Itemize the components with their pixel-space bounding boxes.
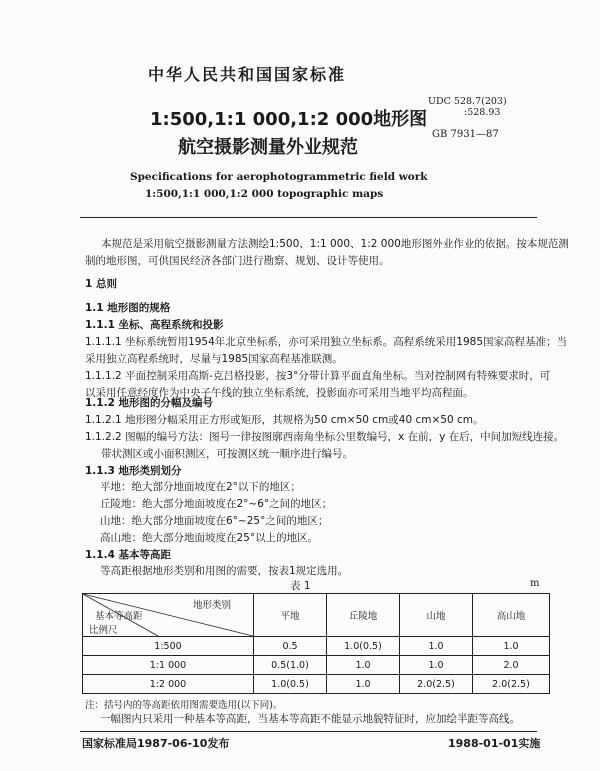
clause-1-1-2-2-line1: 1.1.2.2 图幅的编号方法：图号一律按图廓西南角坐标公里数编号，x 在前，y 在后，中间加短线连接。 xyxy=(85,431,565,443)
table-note: 注：括号内的等高距依用图需要选用(以下同)。 xyxy=(85,700,283,711)
row-value: 2.0(2.5) xyxy=(473,675,550,694)
row-value: 1.0(0.5) xyxy=(254,675,327,694)
table-corner-cell xyxy=(83,594,254,637)
row-value: 1.0 xyxy=(473,637,550,656)
table-row xyxy=(83,656,550,675)
section-1-1-heading: 1.1 地形图的规格 xyxy=(85,302,171,314)
corner-label-interval: 基本等高距 xyxy=(95,611,143,622)
intro-paragraph xyxy=(85,236,569,270)
row-value: 1.0 xyxy=(327,656,400,675)
contour-interval-table xyxy=(82,593,550,694)
row-value: 0.5(1.0) xyxy=(254,656,327,675)
intro-line2: 制的地形图，可供国民经济各部门进行勘察、规划、设计等使用。 xyxy=(85,255,390,267)
section-1-heading: 1 总则 xyxy=(85,278,117,290)
terrain-list xyxy=(100,479,332,547)
clause-1-1-2-2-line2: 带状测区或小面积测区，可按测区统一顺序进行编号。 xyxy=(101,448,353,460)
section-1-1-2-heading: 1.1.2 地形图的分幅及编号 xyxy=(85,397,214,409)
contour-interval-text: 等高距根据地形类别和用图的需要，按表1规定选用。 xyxy=(100,565,349,577)
section-1-1-1-heading: 1.1.1 坐标、高程系统和投影 xyxy=(85,319,224,331)
row-scale: 1:1 000 xyxy=(83,656,254,675)
row-value: 1.0 xyxy=(400,637,473,656)
section-1-1-4-heading: 1.1.4 基本等高距 xyxy=(85,549,172,561)
english-title-line1: Specifications for aerophotogrammetric field work xyxy=(130,171,428,183)
issue-date: 国家标准局1987-06-10发布 xyxy=(82,737,230,750)
header-hilly: 丘陵地 xyxy=(327,594,400,637)
terrain-mountain: 山地：绝大部分地面坡度在6°~25°之间的地区； xyxy=(100,515,329,527)
clause-1-1-1-1-line2: 采用独立高程系统时，尽量与1985国家高程基准联测。 xyxy=(85,353,343,365)
header-flat: 平地 xyxy=(254,594,327,637)
table-row xyxy=(83,675,550,694)
row-value: 2.0(2.5) xyxy=(400,675,473,694)
intro-line1: 本规范是采用航空摄影测量方法测绘1:500、1:1 000、1:2 000地形图外业作业的依据。按本规范测 xyxy=(101,238,569,250)
terrain-hilly: 丘陵地：绝大部分地面坡度在2°~6°之间的地区； xyxy=(100,498,333,510)
footer-rule xyxy=(80,731,537,732)
row-value: 1.0 xyxy=(400,656,473,675)
table-caption: 表 1 xyxy=(290,580,311,592)
row-scale: 1:2 000 xyxy=(83,675,254,694)
terrain-high-mountain: 高山地：绝大部分地面坡度在25°以上的地区。 xyxy=(100,532,319,544)
clause-1-1-1-2-line2: 以采用任意经度作为中央子午线的独立坐标系统，投影面亦可采用当地平均高程面。 xyxy=(85,387,474,399)
row-scale: 1:500 xyxy=(83,637,254,656)
clause-1-1-1-2-line1: 1.1.1.2 平面控制采用高斯-克吕格投影，按3°分带计算平面直角坐标。当对控制网有特殊要求时，可 xyxy=(85,370,551,382)
table-header-row xyxy=(83,594,550,637)
gb-number: GB 7931—87 xyxy=(432,129,499,140)
effective-date: 1988-01-01实施 xyxy=(448,737,541,750)
row-value: 1.0(0.5) xyxy=(327,637,400,656)
udc-block xyxy=(428,96,507,118)
row-value: 2.0 xyxy=(473,656,550,675)
corner-label-terrain: 地形类别 xyxy=(192,600,231,611)
table-row xyxy=(83,637,550,656)
row-value: 0.5 xyxy=(254,637,327,656)
standard-title: 中华人民共和国国家标准 xyxy=(148,65,347,84)
clause-1-1-1-1 xyxy=(85,334,567,368)
terrain-flat: 平地：绝大部分地面坡度在2°以下的地区； xyxy=(100,481,301,493)
table-unit: m xyxy=(530,578,540,589)
document-title-line2: 航空摄影测量外业规范 xyxy=(178,137,358,158)
header-high-mountain: 高山地 xyxy=(473,594,550,637)
clause-1-1-2-2 xyxy=(85,429,564,463)
header-mountain: 山地 xyxy=(400,594,473,637)
after-table-text: 一幅图内只采用一种基本等高距，当基本等高距不能显示地貌特征时，应加绘半距等高线。 xyxy=(100,713,520,725)
clause-1-1-1-1-line1: 1.1.1.1 坐标系统暂用1954年北京坐标系，亦可采用独立坐标系。高程系统采用1985国家高程基准；当 xyxy=(85,336,568,348)
english-title-line2: 1:500,1:1 000,1:2 000 topographic maps xyxy=(145,188,384,200)
corner-label-scale: 比例尺 xyxy=(89,625,118,636)
document-title-line1: 1:500,1:1 000,1:2 000地形图 xyxy=(150,109,428,130)
header-rule xyxy=(80,217,537,218)
udc-line1: UDC 528.7(203) xyxy=(428,96,507,107)
section-1-1-3-heading: 1.1.3 地形类别划分 xyxy=(85,465,182,477)
row-value: 1.0 xyxy=(327,675,400,694)
clause-1-1-2-1: 1.1.2.1 地形图分幅采用正方形或矩形，其规格为50 cm×50 cm或40 cm×50 cm。 xyxy=(85,414,484,426)
udc-line2: :528.93 xyxy=(464,107,501,118)
